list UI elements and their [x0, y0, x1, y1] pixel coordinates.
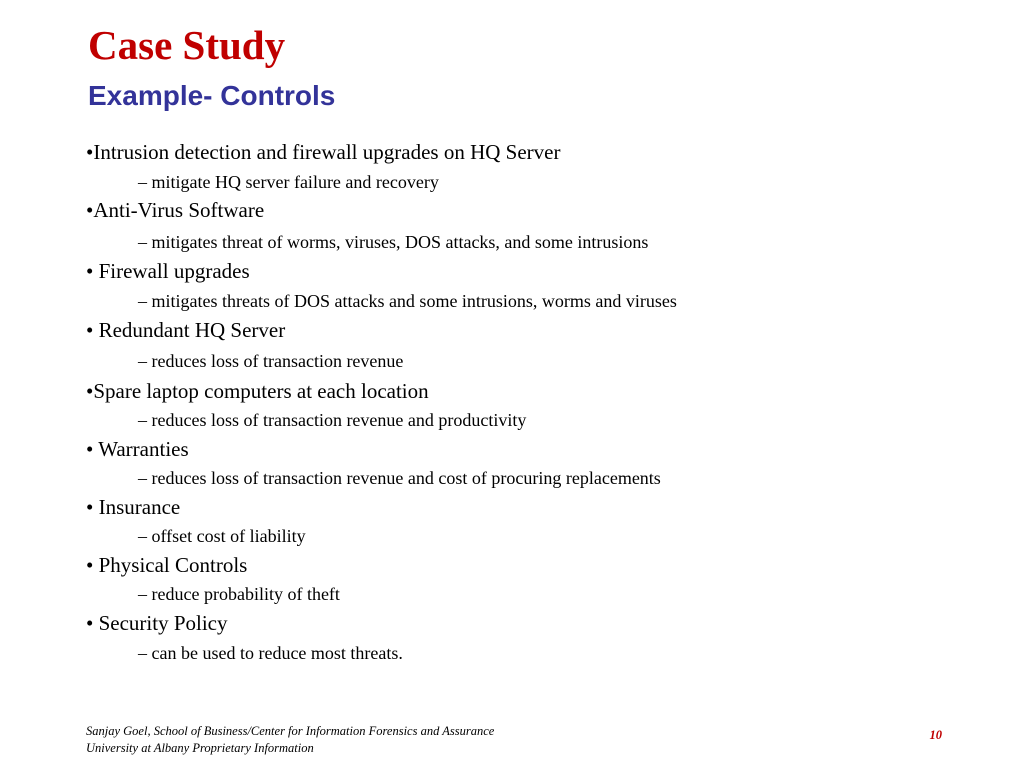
bullet-item: •Intrusion detection and firewall upgrades on HQ Server — [86, 140, 561, 164]
slide-subtitle: Example- Controls — [88, 80, 336, 111]
sub-bullet-item: – reduces loss of transaction revenue and cost of procuring replacements — [138, 468, 661, 488]
bullet-item: •Anti-Virus Software — [86, 198, 265, 222]
sub-bullet-item: – reduces loss of transaction revenue — [138, 351, 404, 371]
sub-bullet-item: – mitigate HQ server failure and recovery — [138, 172, 439, 192]
bullet-item: •Spare laptop computers at each location — [86, 379, 429, 403]
sub-bullet-item: – reduce probability of theft — [138, 584, 340, 604]
sub-bullet-item: – mitigates threat of worms, viruses, DOS attacks, and some intrusions — [138, 232, 649, 252]
bullet-item: • Security Policy — [86, 611, 228, 635]
bullet-item: • Physical Controls — [86, 553, 248, 577]
sub-bullet-item: – offset cost of liability — [138, 526, 306, 546]
sub-bullet-item: – mitigates threats of DOS attacks and some intrusions, worms and viruses — [138, 291, 677, 311]
bullet-item: • Insurance — [86, 495, 181, 519]
bullet-item: • Redundant HQ Server — [86, 318, 286, 342]
bullet-item: • Firewall upgrades — [86, 259, 250, 283]
footer-line-1: Sanjay Goel, School of Business/Center for Information Forensics and Assurance — [86, 724, 495, 738]
page-number: 10 — [929, 728, 942, 742]
footer-line-2: University at Albany Proprietary Information — [86, 741, 314, 755]
footer-attribution — [86, 723, 494, 757]
bullet-item: • Warranties — [86, 437, 189, 461]
sub-bullet-item: – reduces loss of transaction revenue and productivity — [138, 410, 527, 430]
sub-bullet-item: – can be used to reduce most threats. — [138, 643, 403, 663]
slide-title: Case Study — [88, 22, 286, 68]
